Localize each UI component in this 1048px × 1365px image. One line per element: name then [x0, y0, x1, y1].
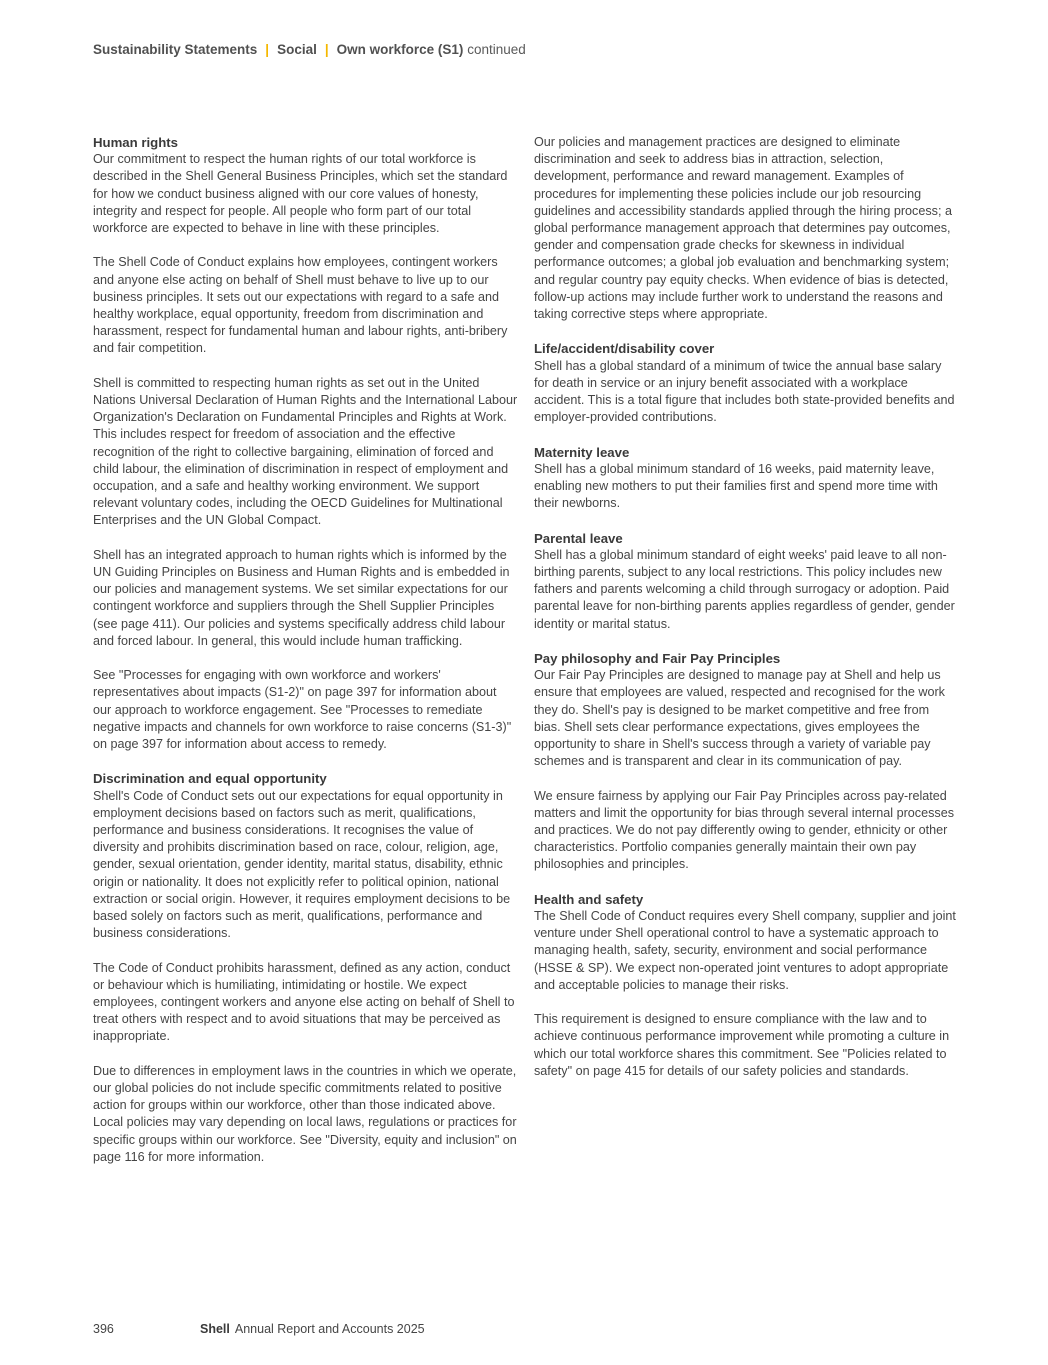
- section-heading: Maternity leave: [534, 444, 630, 460]
- paragraph: Shell has a global standard of a minimum of twice the annual base salary for death in service or an injury benefit associated with a workplace accident. This is a total figure that includes both state-provided benefits and employer-provided contributions.: [534, 358, 955, 425]
- paragraph: Our policies and management practices are designed to eliminate discrimination and seek to address bias in attraction, selection, development, performance and reward management. Examples of procedures for implementing these policies include our job resourcing guidelines and accessibility standards applied through the hiring process; a global performance management approach that determines pay outcomes, gender and compensation grade checks for skewness in individual performance outcomes; a global job evaluation and benchmarking system; and regular country pay equity checks. When evidence of bias is detected, follow-up actions may include further work to understand the reasons and taking corrective steps where appropriate.: [534, 135, 952, 322]
- section-heading: Health and safety: [534, 891, 644, 907]
- breadcrumb-separator: |: [265, 42, 270, 57]
- section-life-accident-disability: [534, 340, 958, 426]
- continued-label: continued: [467, 42, 526, 57]
- breadcrumb-social[interactable]: Social: [277, 42, 317, 57]
- paragraph: Due to differences in employment laws in the countries in which we operate, our global policies do not include specific commitments related to positive action for groups within our workforce, other than those indicated above. Local policies may vary depending on local laws, regulations or practices for specific groups within our workforce. See "Diversity, equity and inclusion" on page 116 for more information.: [93, 1063, 517, 1164]
- breadcrumb: [93, 42, 526, 57]
- section-policies-practices: [534, 134, 958, 323]
- paragraph: See "Processes for engaging with own workforce and workers' representatives about impacts (S1-2)" on page 397 for information about our approach to workforce engagement. See "Processes to remediate negative impacts and channels for own workforce to raise concerns (S1-3)" on page 397 for information about access to remedy.: [93, 668, 512, 752]
- section-heading: Parental leave: [534, 530, 623, 546]
- paragraph: Shell is committed to respecting human rights as set out in the United Nations Universal Declaration of Human Rights and the International Labour Organization's Declaration on Fundamental Principles and Rights at Work. This includes respect for freedom of association and the effective recognition of the right to collective bargaining, elimination of forced and child labour, the elimination of discrimination in respect of employment and occupation, and a safe and healthy working environment. We support relevant voluntary codes, including the OECD Guidelines for Multinational Enterprises and the UN Global Compact.: [93, 375, 518, 528]
- brand-name: Shell: [200, 1322, 230, 1336]
- left-column: [93, 134, 518, 1183]
- page-footer: [93, 1322, 425, 1336]
- section-discrimination: [93, 770, 518, 1166]
- paragraph: The Shell Code of Conduct requires every Shell company, supplier and joint venture under Shell operational control to have a systematic approach to managing health, safety, security, environment and social performance (HSSE & SP). We expect non-operated joint ventures to adopt appropriate and acceptable policies to manage their risks.: [534, 909, 956, 992]
- breadcrumb-separator: |: [324, 42, 329, 57]
- section-pay-philosophy: [534, 650, 958, 874]
- section-heading: Human rights: [93, 135, 178, 150]
- paragraph: The Code of Conduct prohibits harassment, defined as any action, conduct or behaviour which is humiliating, intimidating or hostile. We expect employees, contingent workers and anyone else acting on behalf of Shell to treat others with respect and to avoid situations that may be perceived as inappropriate.: [93, 960, 515, 1044]
- page-number: 396: [93, 1322, 114, 1336]
- section-maternity-leave: [534, 444, 958, 513]
- paragraph: Our commitment to respect the human rights of our total workforce is described in the Shell General Business Principles, which set the standard for how we conduct business aligned with our core values of honesty, integrity and respect for people. All people who form part of our total workforce are expected to behave in line with these principles.: [93, 152, 508, 236]
- section-heading: Life/accident/disability cover: [534, 341, 715, 357]
- section-parental-leave: [534, 530, 958, 633]
- paragraph: This requirement is designed to ensure compliance with the law and to achieve continuous performance improvement while promoting a culture in which our total workforce shares this commitment. See "Policies related to safety" on page 415 for details of our safety policies and standards.: [534, 1012, 950, 1078]
- section-heading: Discrimination and equal opportunity: [93, 771, 327, 787]
- paragraph: Our Fair Pay Principles are designed to manage pay at Shell and help us ensure that employees are valued, respected and recognised for the work they do. Shell's pay is designed to be market competitive and free from bias. Shell sets clear performance expectations, gives employees the opportunity to share in Shell's success through a variety of variable pay schemes and is transparent and clear in its communication of pay.: [534, 668, 945, 769]
- paragraph: Shell has a global minimum standard of eight weeks' paid leave to all non-birthing parents, subject to any local restrictions. This policy includes new fathers and parents welcoming a child through surrogacy or adoption. Paid parental leave for non-birthing parents applies regardless of gender, gender identity or marital status.: [534, 547, 955, 631]
- paragraph: Shell's Code of Conduct sets out our expectations for equal opportunity in employment decisions based on factors such as merit, qualifications, performance and business considerations. It recognises the value of diversity and prohibits discrimination based on race, colour, religion, age, gender, sexual orientation, gender identity, marital status, disability, ethnic origin or nationality. It does not explicitly refer to political opinion, national extraction or social origin. However, it requires employment decisions to be based solely on factors such as merit, qualifications, performance and business considerations.: [93, 788, 511, 941]
- paragraph: We ensure fairness by applying our Fair Pay Principles across pay-related matters and limit the opportunity for bias through several internal processes and practices. We do not pay differently owing to gender, ethnicity or other characteristics. Portfolio companies generally maintain their own pay philosophies and principles.: [534, 788, 955, 872]
- paragraph: The Shell Code of Conduct explains how employees, contingent workers and anyone else acting on behalf of Shell must behave to live up to our business principles. It sets out our expectations with regard to a safe and healthy workplace, equal opportunity, freedom from discrimination and harassment, respect for fundamental human and labour rights, anti-bribery and fair competition.: [93, 255, 508, 356]
- paragraph: Shell has a global minimum standard of 16 weeks, paid maternity leave, enabling new mothers to put their families first and spend more time with their newborns.: [534, 461, 938, 511]
- paragraph: Shell has an integrated approach to human rights which is informed by the UN Guiding Principles on Business and Human Rights and is embedded in our policies and management systems. We set similar expectations for our contingent workforce and suppliers through the Shell Supplier Principles (see page 411). Our policies and systems specifically address child labour and forced labour. In general, this would include human trafficking.: [93, 547, 510, 648]
- section-human-rights: [93, 134, 518, 753]
- breadcrumb-sustainability[interactable]: Sustainability Statements: [93, 42, 258, 57]
- report-title: Annual Report and Accounts 2025: [234, 1322, 425, 1336]
- section-heading: Pay philosophy and Fair Pay Principles: [534, 651, 781, 667]
- right-column: [534, 134, 958, 1097]
- section-health-safety: [534, 891, 958, 1080]
- breadcrumb-own-workforce[interactable]: Own workforce (S1): [336, 42, 464, 57]
